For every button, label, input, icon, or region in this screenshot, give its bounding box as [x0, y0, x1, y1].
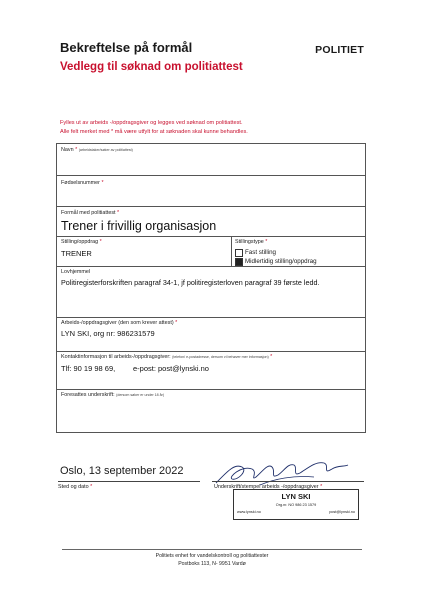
- midlertidig-label: Midlertidig stilling/oppdrag: [245, 258, 317, 265]
- form-subtitle: Vedlegg til søknad om politiattest: [60, 61, 243, 73]
- guardian-signature-label: Foresattes underskrift: (dersom søker er under 18 år): [61, 392, 165, 398]
- instruction-line-1: Fylles ut av arbeids -/oppdragsgiver og legges ved søknad om politiattest.: [60, 120, 243, 126]
- contact-email[interactable]: e-post: post@lynski.no: [133, 364, 209, 373]
- position-type-label: Stillingstype *: [235, 239, 268, 245]
- company-stamp: [233, 489, 359, 520]
- stamp-email: post@lynski.no: [329, 510, 355, 514]
- fast-stilling-checkbox[interactable]: [235, 249, 243, 257]
- footer-divider: [62, 549, 362, 550]
- politiet-brand: POLITIET: [315, 44, 364, 56]
- divider: [57, 266, 365, 267]
- divider: [57, 175, 365, 176]
- name-label: Navn * (arbeidstaker/søker av politiattest): [61, 147, 133, 153]
- purpose-label: Formål med politiattest *: [61, 210, 120, 216]
- stamp-web: www.lynski.no: [237, 510, 261, 514]
- footer-line-1: Politiets enhet for vandelskontroll og politiattester: [155, 553, 269, 559]
- contact-label: Kontaktinformasjon til arbeids-/oppdragsgiver: (telefon/ e-postadresse, dersom vi behøver mer informasjon) *: [61, 354, 273, 360]
- stamp-org: Org.nr. NO 986 23 1579: [275, 503, 317, 507]
- divider: [57, 389, 365, 390]
- place-date-value[interactable]: Oslo, 13 september 2022: [60, 465, 184, 477]
- contact-phone[interactable]: Tlf: 90 19 98 69,: [61, 364, 116, 373]
- midlertidig-checkbox[interactable]: [235, 258, 243, 266]
- position-value[interactable]: TRENER: [61, 249, 92, 258]
- legal-basis-label: Lovhjemmel: [61, 269, 91, 275]
- signature-label: Underskrift/stempel arbeids -/oppdragsgiver *: [214, 484, 323, 490]
- column-divider: [231, 236, 232, 266]
- application-form: [56, 143, 366, 433]
- divider: [57, 206, 365, 207]
- divider: [57, 317, 365, 318]
- footer-line-2: Postboks 113, N- 9951 Vardø: [178, 561, 246, 567]
- stamp-name: LYN SKI: [281, 492, 311, 501]
- fast-stilling-label: Fast stilling: [245, 249, 276, 256]
- employer-label: Arbeids-/oppdragsgiver (den som krever attest) *: [61, 320, 178, 326]
- legal-basis-value: Politiregisterforskriften paragraf 34-1, jf politiregisterloven paragraf 39 første ledd.: [61, 278, 320, 287]
- date-line: [58, 481, 200, 482]
- dob-label: Fødselsnummer *: [61, 180, 104, 186]
- instruction-line-2: Alle felt merket med * må være utfylt for at søknaden skal kunne behandles.: [60, 129, 248, 135]
- divider: [57, 351, 365, 352]
- place-date-label: Sted og dato *: [58, 484, 93, 490]
- divider: [57, 236, 365, 237]
- signature-line: [212, 481, 364, 482]
- position-label: Stilling/oppdrag *: [61, 239, 102, 245]
- employer-value[interactable]: LYN SKI, org nr: 986231579: [61, 329, 155, 338]
- purpose-value[interactable]: Trener i frivillig organisasjon: [61, 219, 217, 233]
- form-title: Bekreftelse på formål: [60, 40, 193, 55]
